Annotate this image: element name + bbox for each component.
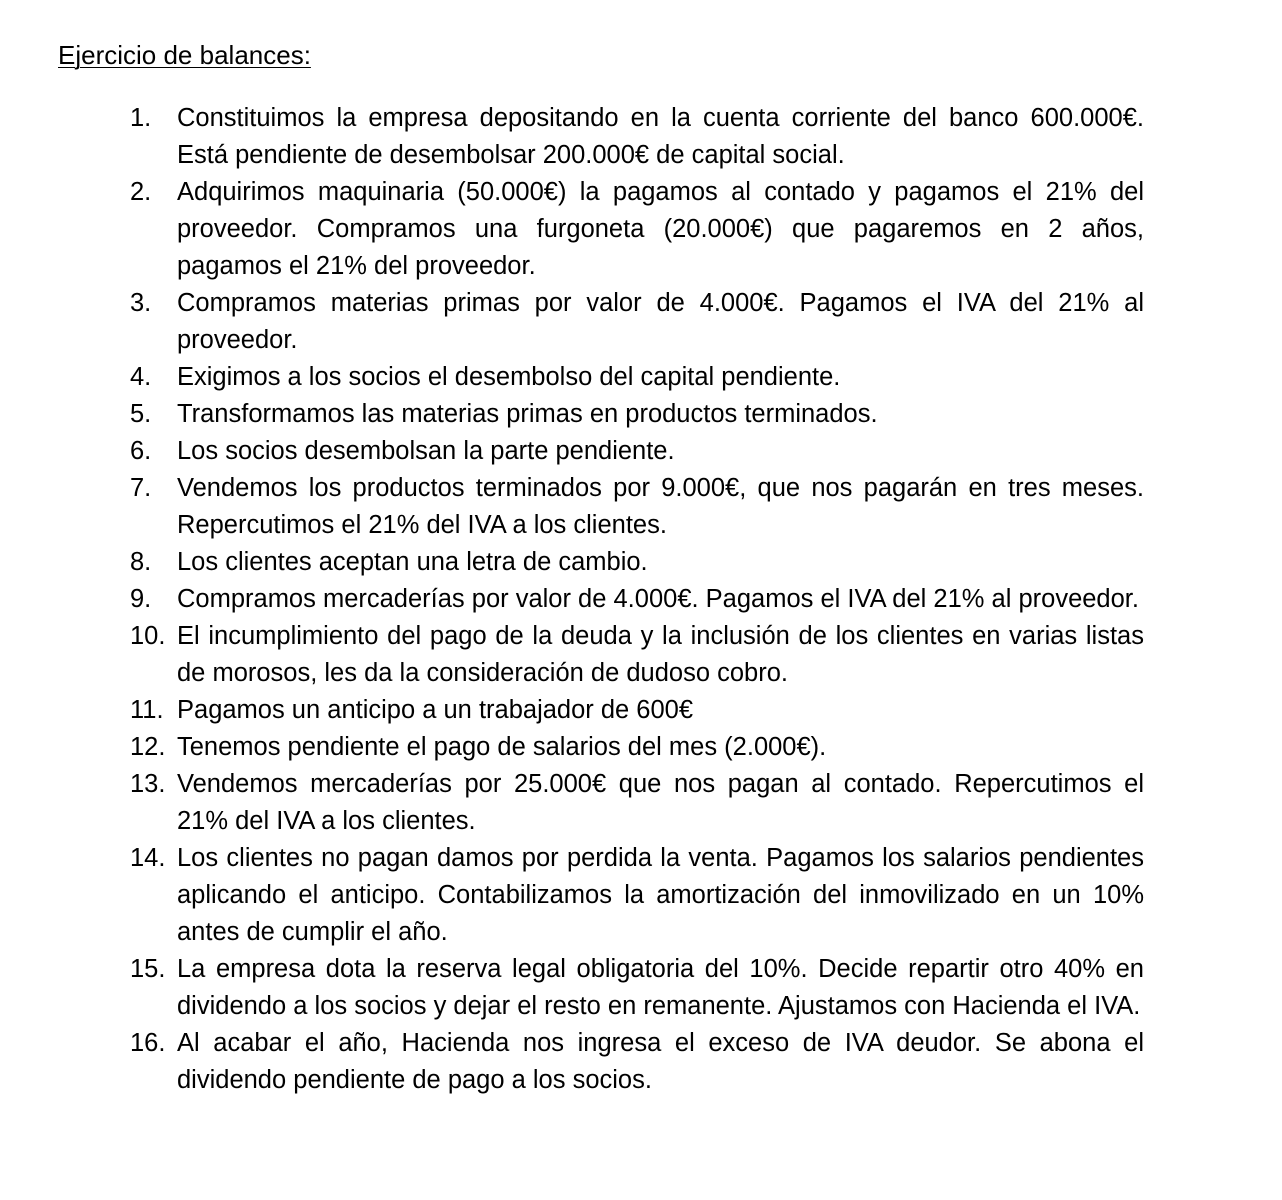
item-text: Constituimos la empresa depositando en la cuenta corriente del banco 600.000€. Está pendiente de desembolsar 200.000€ de capital social. bbox=[177, 104, 1144, 169]
item-text: La empresa dota la reserva legal obligatoria del 10%. Decide repartir otro 40% en dividendo a los socios y dejar el resto en remanente. Ajustamos con Hacienda el IVA. bbox=[177, 955, 1144, 1020]
item-number: 16. bbox=[130, 1029, 166, 1057]
item-number: 13. bbox=[130, 770, 166, 798]
item-text: Los clientes aceptan una letra de cambio. bbox=[177, 548, 648, 576]
item-text: Los socios desembolsan la parte pendiente. bbox=[177, 437, 675, 465]
item-text: Compramos mercaderías por valor de 4.000€. Pagamos el IVA del 21% al proveedor. bbox=[177, 585, 1139, 613]
list-item bbox=[130, 766, 1144, 840]
list-item bbox=[130, 581, 1144, 618]
item-text: Pagamos un anticipo a un trabajador de 600€ bbox=[177, 696, 694, 724]
list-item bbox=[130, 174, 1144, 285]
list-item bbox=[130, 396, 1144, 433]
list-item bbox=[130, 692, 1144, 729]
item-number: 8. bbox=[130, 548, 152, 576]
list-item bbox=[130, 359, 1144, 396]
item-text: Los clientes no pagan damos por perdida la venta. Pagamos los salarios pendientes aplicando el anticipo. Contabilizamos la amortización del inmovilizado en un 10% antes de cumplir el año. bbox=[177, 844, 1144, 946]
item-text: Compramos materias primas por valor de 4.000€. Pagamos el IVA del 21% al proveedor. bbox=[177, 289, 1144, 354]
item-number: 2. bbox=[130, 178, 152, 206]
exercise-list bbox=[130, 100, 1144, 1099]
item-text: Exigimos a los socios el desembolso del capital pendiente. bbox=[177, 363, 841, 391]
item-number: 7. bbox=[130, 474, 152, 502]
item-text: Vendemos los productos terminados por 9.000€, que nos pagarán en tres meses. Repercutimos el 21% del IVA a los clientes. bbox=[177, 474, 1144, 539]
list-item bbox=[130, 729, 1144, 766]
item-number: 9. bbox=[130, 585, 152, 613]
item-text: Transformamos las materias primas en productos terminados. bbox=[177, 400, 878, 428]
item-number: 5. bbox=[130, 400, 152, 428]
item-number: 14. bbox=[130, 844, 166, 872]
item-text: Al acabar el año, Hacienda nos ingresa el exceso de IVA deudor. Se abona el dividendo pendiente de pago a los socios. bbox=[177, 1029, 1144, 1094]
list-item bbox=[130, 544, 1144, 581]
list-item bbox=[130, 840, 1144, 951]
list-item bbox=[130, 470, 1144, 544]
item-number: 11. bbox=[130, 696, 164, 724]
item-number: 12. bbox=[130, 733, 166, 761]
list-item bbox=[130, 100, 1144, 174]
item-number: 3. bbox=[130, 289, 152, 317]
item-text: El incumplimiento del pago de la deuda y la inclusión de los clientes en varias listas de morosos, les da la consideración de dudoso cobro. bbox=[177, 622, 1144, 687]
list-item bbox=[130, 618, 1144, 692]
item-text: Adquirimos maquinaria (50.000€) la pagamos al contado y pagamos el 21% del proveedor. Compramos una furgoneta (20.000€) que pagaremos en 2 años, pagamos el 21% del proveedor. bbox=[177, 178, 1144, 280]
list-item bbox=[130, 433, 1144, 470]
document-title: Ejercicio de balances: bbox=[58, 40, 311, 70]
list-item bbox=[130, 285, 1144, 359]
item-text: Tenemos pendiente el pago de salarios del mes (2.000€). bbox=[177, 733, 827, 761]
list-item bbox=[130, 951, 1144, 1025]
item-text: Vendemos mercaderías por 25.000€ que nos pagan al contado. Repercutimos el 21% del IVA a los clientes. bbox=[177, 770, 1144, 835]
item-number: 1. bbox=[130, 104, 152, 132]
item-number: 6. bbox=[130, 437, 152, 465]
item-number: 15. bbox=[130, 955, 166, 983]
list-item bbox=[130, 1025, 1144, 1099]
item-number: 4. bbox=[130, 363, 152, 391]
item-number: 10. bbox=[130, 622, 166, 650]
